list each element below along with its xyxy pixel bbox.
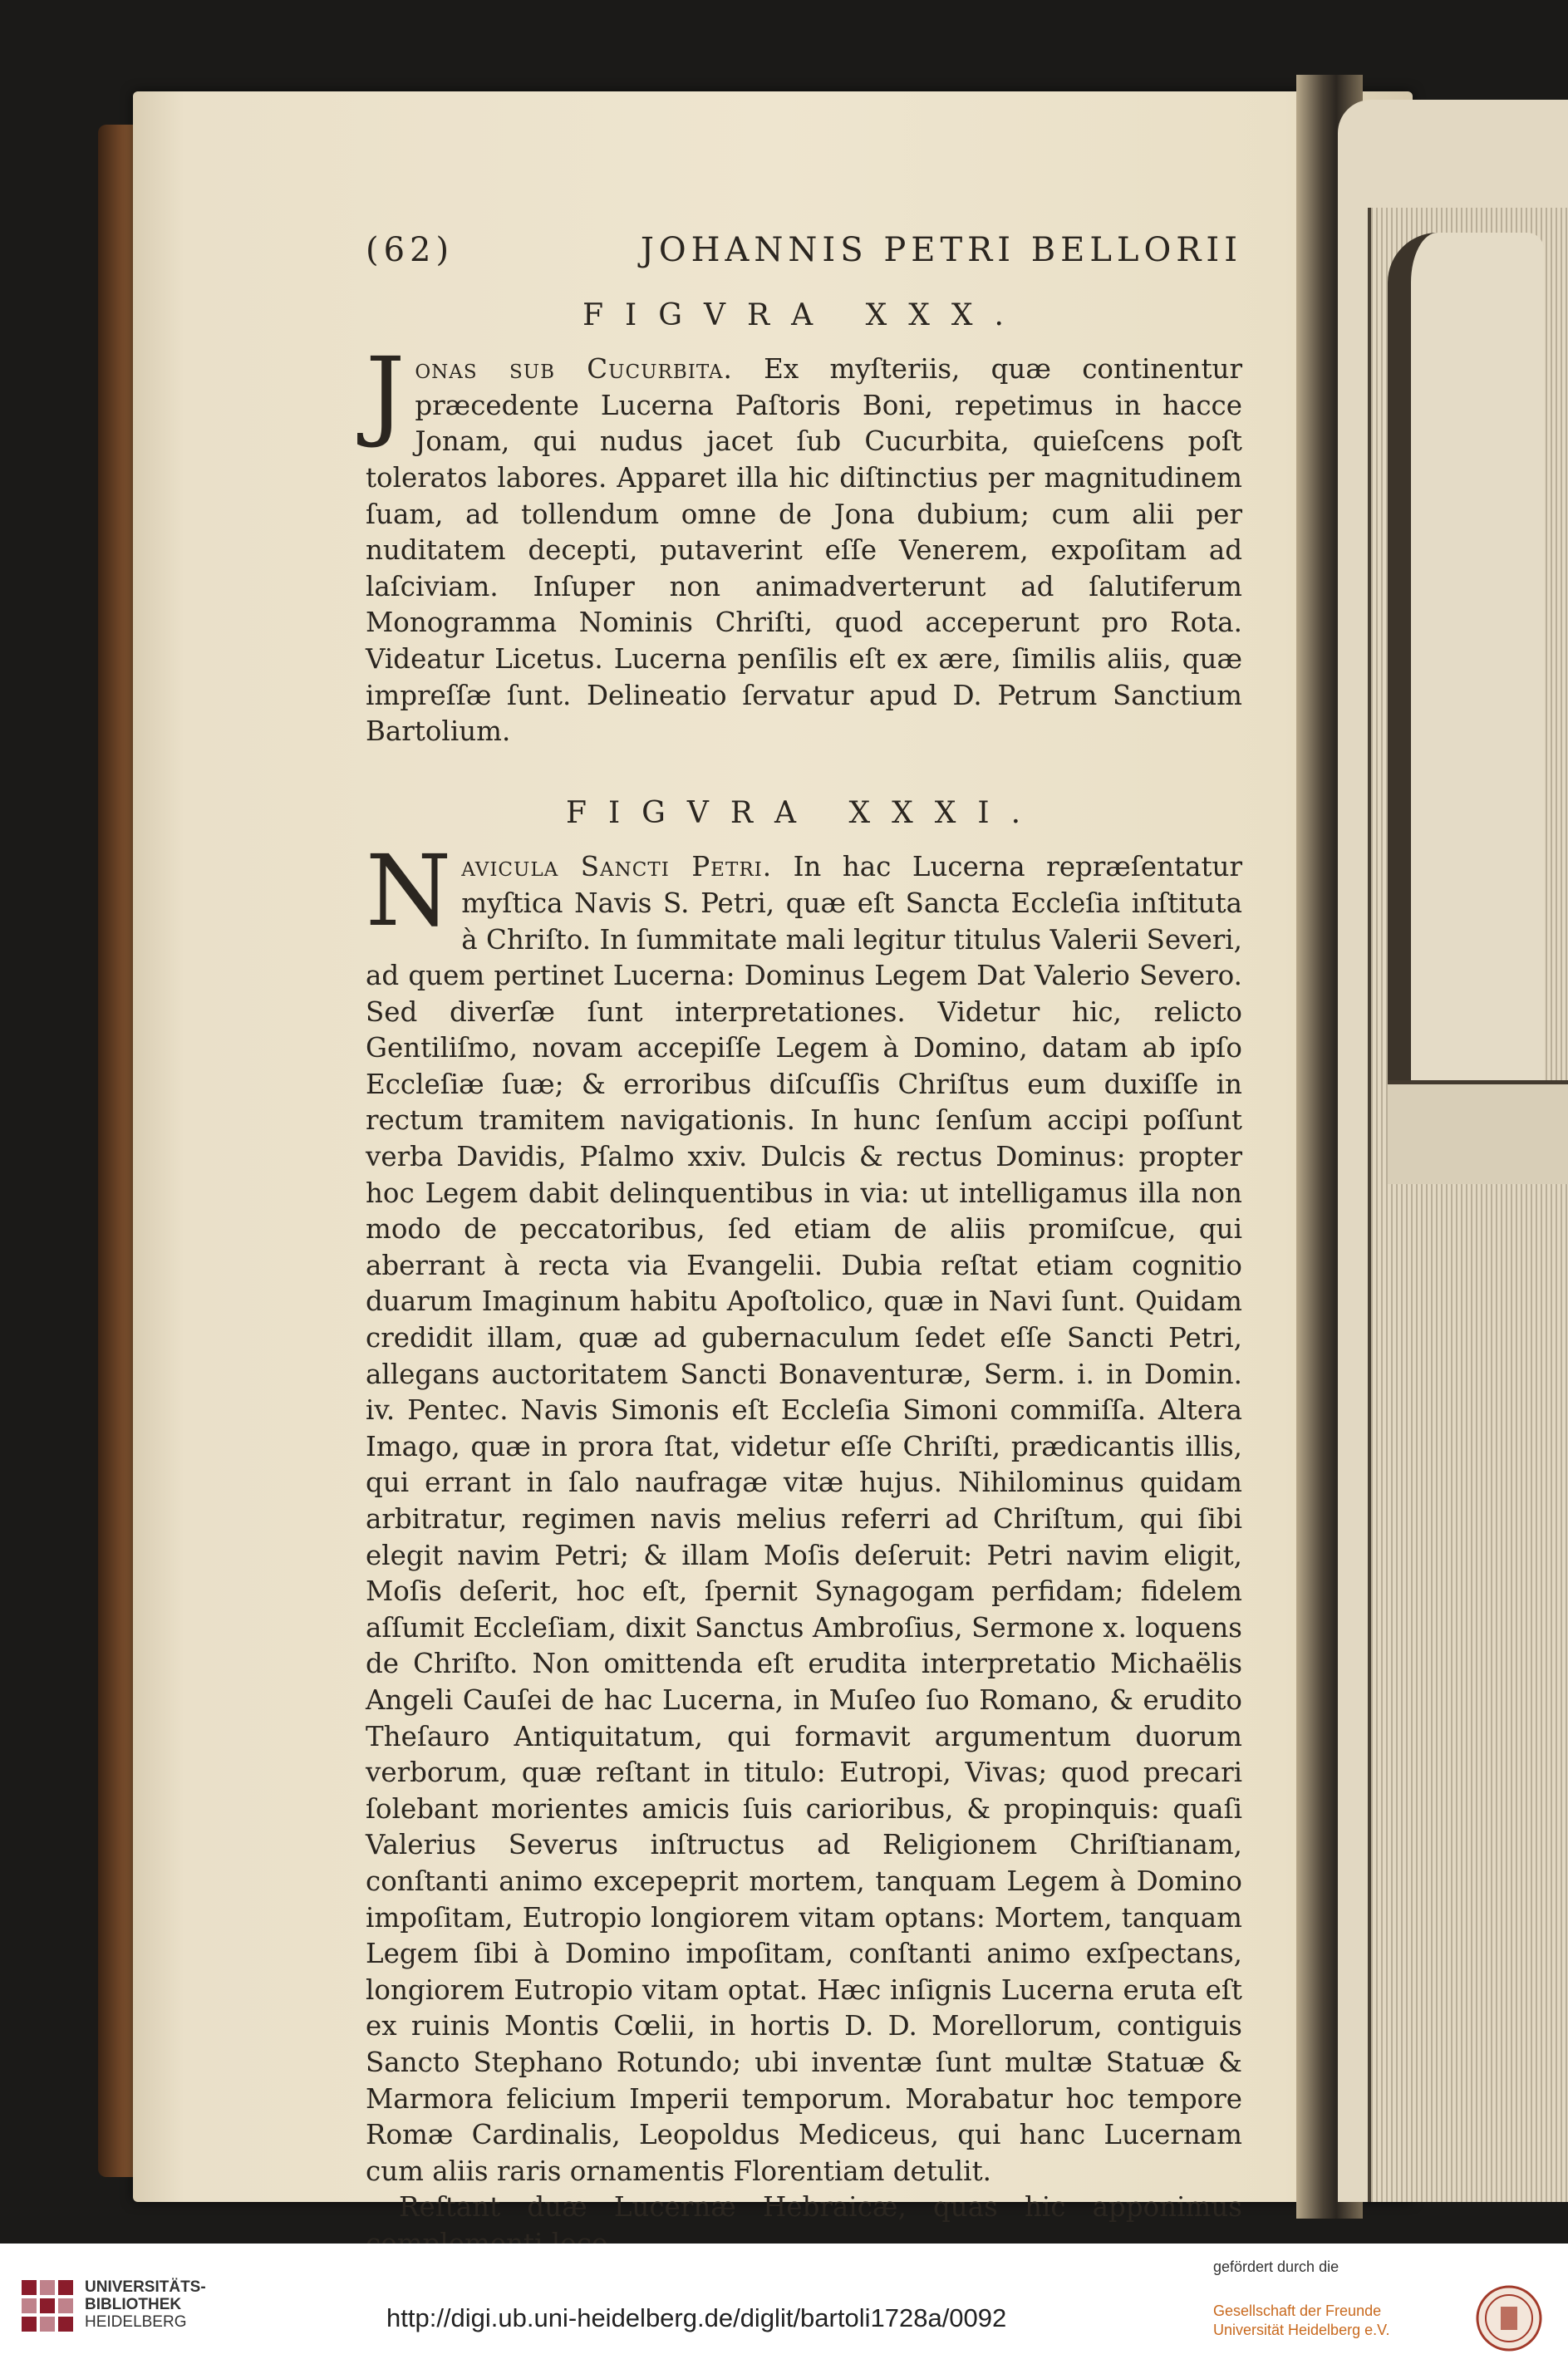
running-head [366, 233, 1242, 269]
plate-pedestal [1388, 1080, 1568, 1184]
sponsor-name-line-1: Gesellschaft der Freunde [1213, 2303, 1382, 2319]
library-name-line-2: BIBLIOTHEK [85, 2296, 182, 2313]
university-seal-icon [1476, 2285, 1542, 2352]
library-logo-icon [18, 2277, 76, 2335]
running-title: JOHANNIS PETRI BELLORII [640, 231, 1242, 269]
plate-figure [1388, 233, 1544, 1130]
page-text [366, 233, 1242, 2262]
drop-cap: J [366, 336, 406, 451]
permalink-url[interactable]: http://digi.ub.uni-heidelberg.de/diglit/bartoli1728a/0092 [386, 2303, 1007, 2332]
paragraph [366, 833, 1242, 2190]
library-name-line-1: UNIVERSITÄTS- [85, 2278, 206, 2296]
drop-cap: N [366, 833, 452, 949]
paragraph-text: Reſtant duæ Lucernæ Hebraicæ, quas hic apponimus [399, 2191, 1242, 2224]
paragraph [366, 336, 1242, 750]
paragraph-text: In hac Lucerna repræſentatur myſtica Navis S. Petri, quæ eſt Sancta Eccleſia inſtituta à Chriſto. In ſummitate mali legitur titulus Valerii Severi, ad quem pertinet Lucerna: Dominus Legem Dat Valerio Severo. Sed diverſæ ſunt interpretationes. Videtur hic, relicto Gentiliſmo, novam accepiſſe Legem à Domino, datam ab ipſo Eccleſiæ ſuæ; & erroribus diſcuſſis Chriſtus eum duxiſſe in rectum tramitem navigationis. In hunc ſenſum accipi poſſunt verba Davidis, Pſalmo xxiv. Dulcis & rectus Dominus: propter hoc Legem dabit delinquentibus in via: ut intelligamus illa non modo de peccatoribus, ſed etiam de aliis promiſcue, qui aberrant à recta via Evangelii. Dubia reſtat etiam cognitio duarum Imaginum habitu Apoſtolico, quæ in Navi ſunt. Quidam credidit illam, quæ ad gubernaculum ſedet eſſe Sancti Petri, allegans auctoritatem Sancti Bonaventuræ, Serm. i. in Domin. iv. Pentec. Navis Simonis eſt Eccleſia Simoni commiſſa. Altera Imago, quæ in prora ſtat, videtur eſſe Chriſti, prædicantis illis, qui errant in ſalo naufragæ vitæ hujus. Nihilominus quidam arbitratur, regimen navis melius referri ad Chriſtum, qui ſibi elegit navim Petri; & illam Moſis deſeruit: Petri navim eligit, Moſis deſerit, hoc eſt, ſpernit Synagogam perfidam; fidelem aſſumit Eccleſiam, dixit Sanctus Ambroſius, Sermone x. loquens de Chriſto. Non omittenda eſt erudita interpretatio Michaëlis Angeli Cauſei de hac Lucerna, in Muſeo ſuo Romano, & erudito Theſauro Antiquitatum, qui formavit argumentum duorum verborum, quæ reſtant in titulo: Eutropi, Vivas; quod precari ſolebant morientes amicis ſuis carioribus, & propinquis: quaſi Valerius Severus inſtructus ad Religionem Chriſtianam, conſtanti animo excepeprit mortem, tanquam Legem à Domino impoſitam, Eutropio longiorem vitam optans: Mortem, tanquam Legem ſibi à Domino impoſitam, conſtanti animo exſpectans, longiorem Eutropio vitam optat. Hæc inſignis Lucerna eruta eſt ex ruinis Montis Cœlii, in hortis D. D. Morellorum, contiguis Sancto Stephano Rotundo; ubi inventæ ſunt multæ Statuæ & Marmora felicium Imperii temporum. Morabatur hoc tempore Romæ Cardinalis, Leopoldus Mediceus, qui hanc Lucernam cum aliis raris ornamentis Florentiam detulit. [366, 851, 1242, 2187]
paragraph-lead: avicula Sancti Petri. [461, 851, 773, 883]
footer-banner [0, 2244, 1568, 2364]
page-number: (62) [366, 231, 455, 269]
sponsor-label: gefördert durch die [1213, 2258, 1339, 2275]
paragraph-text: Ex myſteriis, quæ continentur præcedente Lucerna Paſtoris Boni, repetimus in hacce Jonam, qui nudus jacet ſub Cucurbita, quieſcens poſt toleratos labores. Apparet illa hic diſtinctius per magnitudinem ſuam, ad tollendum omne de Jona dubium; cum alii per nuditatem decepti, putaverint eſſe Venerem, expoſitam ad laſciviam. Inſuper non animadverterunt ad ſalutiferum Monogramma Nominis Chriſti, quod acceperunt pro Rota. Videatur Licetus. Lucerna penſilis eſt ex ære, ſimilis aliis, quæ impreſſæ ſunt. Delineatio ſervatur apud D. Petrum Sanctium Bartolium. [366, 353, 1242, 748]
library-city: HEIDELBERG [85, 2313, 187, 2331]
engraved-plate [1338, 100, 1568, 2202]
section-heading: FIGVRA XXXI. [565, 795, 1043, 830]
paragraph-lead: onas sub Cucurbita. [415, 353, 733, 386]
sponsor-name [1213, 2302, 1389, 2340]
library-name [85, 2278, 206, 2331]
section-heading: FIGVRA XXX. [582, 297, 1025, 332]
sponsor-name-line-2: Universität Heidelberg e.V. [1213, 2322, 1390, 2338]
